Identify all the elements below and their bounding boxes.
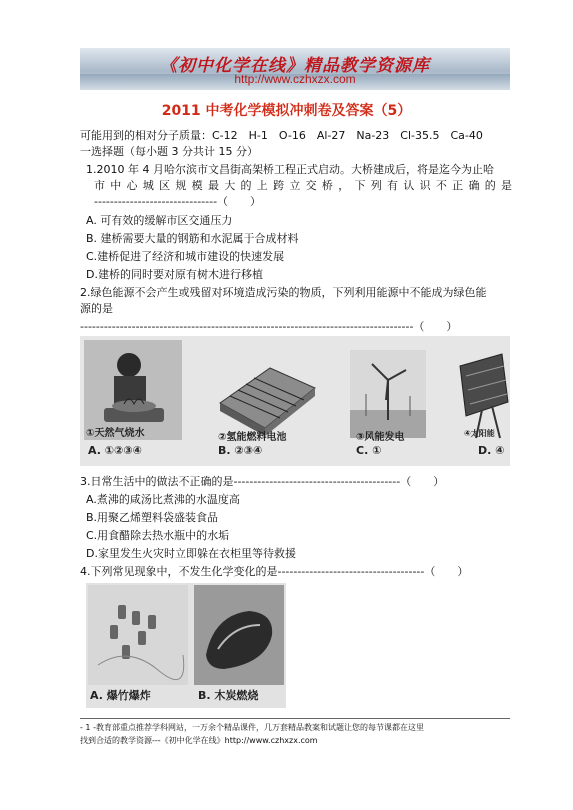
image-1-caption: ①天然气烧水 — [86, 428, 145, 439]
question-3-option-a: A.煮沸的咸汤比煮沸的水温度高 — [86, 493, 240, 506]
question-4-option-b: B. 木炭燃烧 — [198, 689, 259, 702]
banner-title: 《初中化学在线》精品教学资源库 — [160, 56, 430, 76]
question-4-text: 4.下列常见现象中，不发生化学变化的是-------------------------------------（ ） — [80, 565, 469, 578]
image-2-caption: ②氢能燃料电池 — [218, 432, 287, 443]
question-2-answer-blank: ------------------------------------------------------------------------------------（ ） — [80, 320, 458, 333]
firecracker-icon — [88, 585, 188, 685]
question-3-text: 3.日常生活中的做法不正确的是------------------------------------------（ ） — [80, 475, 445, 488]
header-banner — [80, 48, 510, 90]
question-4-image-strip — [86, 583, 286, 708]
footer-line2[interactable]: 找到合适的教学资源---《初中化学在线》http://www.czhxzx.com — [80, 736, 318, 745]
atomic-mass-list: 可能用到的相对分子质量：C-12 H-1 O-16 Al-27 Na-23 Cl-35.5 Ca-40 — [80, 129, 483, 142]
question-2-text-line1: 2.绿色能源不会产生或残留对环境造成污染的物质，下列利用能源中不能成为绿色能 — [80, 286, 487, 299]
wind-turbine-icon — [350, 350, 426, 438]
question-2-answer-c: C. ① — [356, 444, 382, 457]
fuel-cell-photo — [210, 348, 320, 438]
wind-power-photo — [350, 350, 426, 438]
firecracker-photo — [88, 585, 188, 685]
footer-divider — [80, 718, 510, 719]
charcoal-photo — [194, 585, 284, 685]
question-3-option-d: D.家里发生火灾时立即躲在衣柜里等待救援 — [86, 547, 296, 560]
question-1-option-b: B. 建桥需要大量的钢筋和水泥属于合成材料 — [86, 232, 299, 245]
document-title: 2011 中考化学模拟冲刺卷及答案（5） — [161, 103, 412, 119]
question-2-answer-d: D. ④ — [478, 444, 505, 457]
image-3-caption: ③风能发电 — [356, 432, 405, 443]
footer-line1: - 1 -教育部重点推荐学科网站，一万余个精品课件，几万套精品教案和试题让您的每节课都在这里 — [80, 723, 424, 732]
question-2-text-line2: 源的是 — [80, 302, 113, 315]
question-1-text-line1: 1.2010 年 4 月哈尔滨市文昌街高架桥工程正式启动。大桥建成后，将是迄今为止哈 — [86, 163, 494, 176]
question-3-option-b: B.用聚乙烯塑料袋盛装食品 — [86, 511, 219, 524]
section-heading: 一选择题（每小题 3 分共计 15 分） — [80, 145, 258, 158]
fuel-cell-icon — [210, 348, 320, 438]
image-4-caption: ④太阳能 — [464, 429, 495, 438]
question-1-answer-blank: -------------------------------（ ） — [94, 195, 262, 208]
question-3-option-c: C.用食醋除去热水瓶中的水垢 — [86, 529, 230, 542]
question-1-option-d: D.建桥的同时要对原有树木进行移植 — [86, 268, 263, 281]
banner-url[interactable]: http://www.czhxzx.com — [234, 72, 356, 86]
question-4-option-a: A. 爆竹爆炸 — [90, 689, 151, 702]
question-1-option-a: A. 可有效的缓解市区交通压力 — [86, 214, 233, 227]
question-1-text-line2: 市中心城区规模最大的上跨立交桥，下列有认识不正确的是 — [94, 179, 512, 192]
charcoal-icon — [194, 585, 284, 685]
question-1-option-c: C.建桥促进了经济和城市建设的快速发展 — [86, 250, 285, 263]
question-2-image-strip — [80, 336, 510, 466]
question-2-answer-a: A. ①②③④ — [88, 444, 142, 457]
question-2-answer-b: B. ②③④ — [218, 444, 263, 457]
